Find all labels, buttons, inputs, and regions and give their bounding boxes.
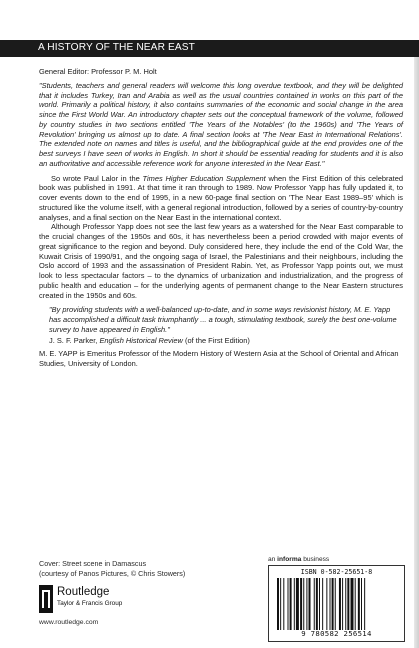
publisher-logo [39,585,159,615]
routledge-logo-icon [39,585,53,613]
informa-suffix: business [301,556,330,563]
general-editor-line: General Editor: Professor P. M. Holt [39,67,157,76]
citation-name: J. S. F. Parker, [49,335,100,345]
citation-tail: (of the First Edition) [182,335,250,345]
back-cover-text [39,67,403,369]
intro-paragraph-start: So wrote Paul Lalor in the [51,173,143,183]
spine-edge [414,57,419,648]
barcode-bars [275,578,399,630]
publisher-group: Taylor & Francis Group [57,600,123,607]
intro-paragraph-rest: when the First Edition of this celebrated book was published in 1991. At that time it ran through to 1989. Now Professor Yapp has fully updated it, to cover events down to the end of 1995, in a new 60-page final section on 'The Near East 1989–95' which is structured like the volume itself, with a general regional introduction, followed by a series of country-by-country analyses, and a final section on the Near East in the international context. [39,173,403,222]
publisher-name: Routledge [57,586,110,598]
isbn-barcode [268,565,405,642]
events-paragraph: Although Professor Yapp does not see the last few years as a watershed for the Near East comparable to the crucial changes of the 1950s and 60s, it has nevertheless been a period crowded with major events of great significance to the region and beyond. Duly considered here, they include the end of the Cold War, the Kuwait Crisis of 1990/91, and the ongoing saga of Israel, the Palestinians and their neighbours, including the Oslo accord of 1993 and the assassination of President Rabin. Yet, as Professor Yapp points out, we must look to less spectacular factors – to the dynamics of urbanization and industrialization, and the progress of public health and education – for the underlying agents of permanent change to the Near Eastern structures created in the 1950s and 60s. [39,222,403,300]
second-review-quote: "By providing students with a well-balanced up-to-date, and in some ways revisionist history, M. E. Yapp has accomplished a difficult task triumphantly ... a tough, stimulating textbook, surely the best one-volume survey to have appeared in English." [49,305,397,334]
top-blank-band [0,0,419,40]
review-quote: "Students, teachers and general readers will welcome this long overdue textbook, and they will be delighted that it includes Turkey, Iran and Arabia as well as the usual countries contained in works on this part of the world. Primarily a political history, it also contains summaries of the economic and social change in the area since the First World War. An introductory chapter sets out the conceptual framework of the volume, followed by country studies in two sections entitled 'The Years of the Notables' (to the 1960s) and 'The Years of Revolution' bringing us almost up to date. A final section looks at 'The Near East in International Relations'. The extended note on names and titles is useful, and the bibliographical guide at the end provides one of the best surveys I have seen of works in English. In short it should be essential reading for students and it is also an authoritative and accessible reference work for anyone interested in the Near East." [39,80,403,168]
publisher-website: www.routledge.com [39,619,99,626]
cover-credit-line-1: Cover: Street scene in Damascus [39,559,147,568]
citation-source: English Historical Review [99,335,183,345]
review-source-title: Times Higher Education Supplement [142,173,266,183]
quote-citation [39,336,403,346]
barcode-digits: 9 780582 256514 [301,629,372,638]
author-bio: M. E. YAPP is Emeritus Professor of the Modern History of Western Asia at the School of Oriental and African Studies, University of London. [39,349,399,368]
isbn-number: ISBN 0-582-25651-8 [300,568,373,576]
informa-brand: informa [277,556,302,563]
book-series-title: A HISTORY OF THE NEAR EAST [38,42,195,53]
cover-credit-line-2: (courtesy of Panos Pictures, © Chris Stowers) [39,568,186,578]
cover-credit [39,559,239,578]
title-bar [0,40,419,57]
informa-business-line [268,556,329,563]
intro-paragraph [39,174,403,223]
informa-prefix: an [268,556,278,563]
